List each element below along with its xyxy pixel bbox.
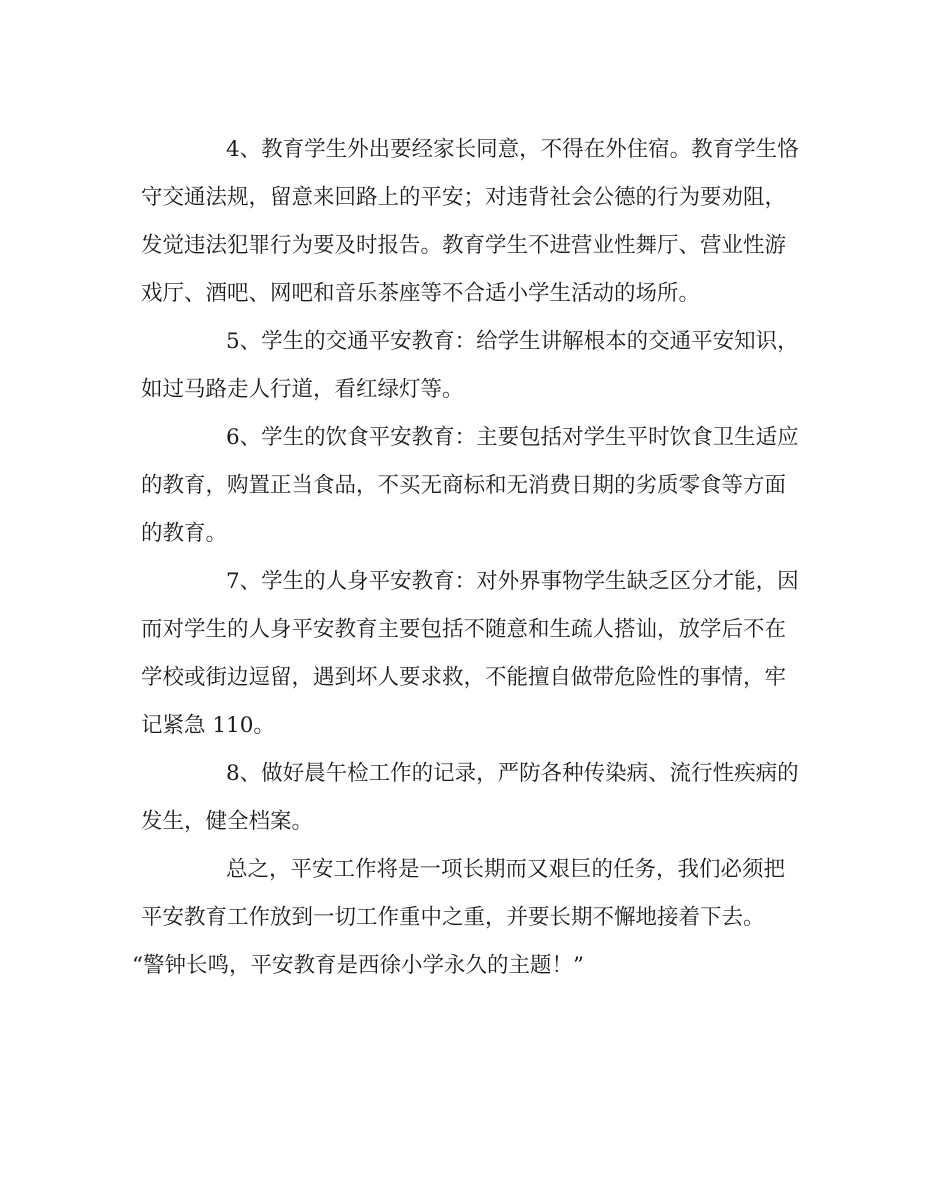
paragraph-4-line-4: 戏厅、酒吧、网吧和音乐茶座等不合适小学生活动的场所。	[141, 281, 701, 306]
paragraph-8-line-2: 发生，健全档案。	[141, 809, 314, 834]
paragraph-6-line-3: 的教育。	[141, 521, 228, 546]
paragraph-7-line-3: 学校或街边逗留，遇到坏人要求救，不能擅自做带危险性的事情，牢	[141, 665, 787, 690]
paragraph-5-line-1: 5、学生的交通平安教育：给学生讲解根本的交通平安知识，	[226, 329, 799, 354]
paragraph-4-line-1: 4、教育学生外出要经家长同意，不得在外住宿。教育学生恪	[226, 137, 799, 162]
paragraph-7-line-1: 7、学生的人身平安教育：对外界事物学生缺乏区分才能，因	[226, 569, 799, 594]
closing-quote: “警钟长鸣，平安教育是西徐小学永久的主题！”	[132, 953, 584, 978]
paragraph-8-line-1: 8、做好晨午检工作的记录，严防各种传染病、流行性疾病的	[226, 761, 799, 786]
conclusion-line-2: 平安教育工作放到一切工作重中之重，并要长期不懈地接着下去。	[141, 905, 765, 930]
paragraph-5-line-2: 如过马路走人行道，看红绿灯等。	[141, 377, 464, 402]
paragraph-6-line-1: 6、学生的饮食平安教育：主要包括对学生平时饮食卫生适应	[226, 425, 799, 450]
paragraph-7-line-2: 而对学生的人身平安教育主要包括不随意和生疏人搭讪，放学后不在	[141, 617, 787, 642]
paragraph-4-line-2: 守交通法规，留意来回路上的平安；对违背社会公德的行为要劝阻，	[141, 185, 787, 210]
paragraph-4-line-3: 发觉违法犯罪行为要及时报告。教育学生不进营业性舞厅、营业性游	[141, 233, 787, 258]
conclusion-line-1: 总之，平安工作将是一项长期而又艰巨的任务，我们必须把	[226, 857, 786, 882]
paragraph-7-line-4: 记紧急 110。	[141, 713, 275, 738]
paragraph-6-line-2: 的教育，购置正当食品，不买无商标和无消费日期的劣质零食等方面	[141, 473, 787, 498]
